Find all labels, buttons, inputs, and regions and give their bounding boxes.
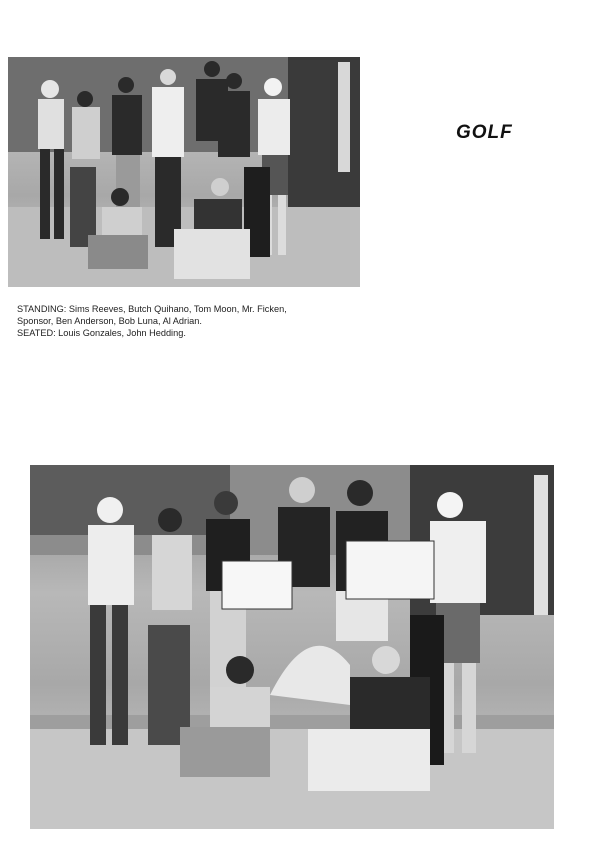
caption-line: Sponsor, Ben Anderson, Bob Luna, Al Adrian. bbox=[17, 316, 202, 326]
photo-caption bbox=[17, 303, 367, 339]
page-title: GOLF bbox=[456, 122, 513, 143]
caption-line: STANDING: Sims Reeves, Butch Quihano, Tom Moon, Mr. Ficken, bbox=[17, 304, 287, 314]
team-photo-bottom bbox=[30, 465, 554, 829]
caption-line: SEATED: Louis Gonzales, John Hedding. bbox=[17, 328, 186, 338]
team-photo-top bbox=[8, 57, 360, 287]
